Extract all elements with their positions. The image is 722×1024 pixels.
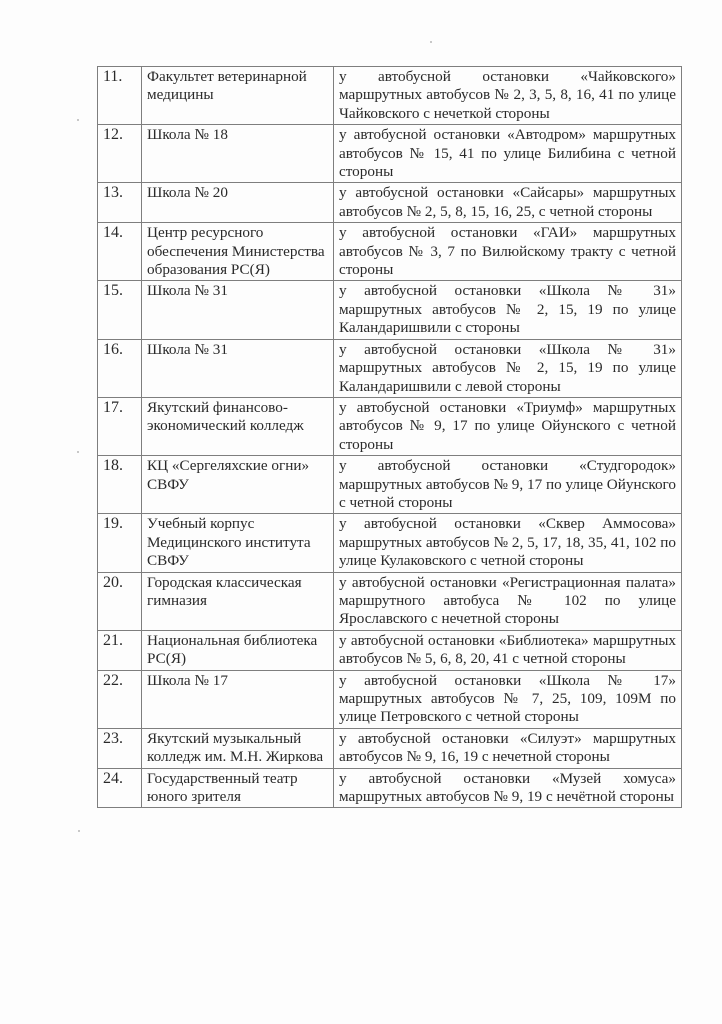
table-row [98,514,682,572]
table-body [98,67,682,808]
row-number: 22. [98,670,142,728]
scan-speck [77,451,79,453]
table-row [98,339,682,397]
table-row [98,768,682,808]
row-number: 15. [98,281,142,339]
row-number: 13. [98,183,142,223]
scan-speck [430,41,432,43]
institution-name: Якутский финансово-экономический колледж [142,397,334,455]
stop-location: у автобусной остановки «Библиотека» маршрутных автобусов № 5, 6, 8, 20, 41 с четной стороны [334,630,682,670]
row-number: 23. [98,728,142,768]
stop-location: у автобусной остановки «Школа № 17» маршрутных автобусов № 7, 25, 109, 109М по улице Петровского с четной стороны [334,670,682,728]
institution-name: Центр ресурсного обеспечения Министерства образования РС(Я) [142,223,334,281]
row-number: 12. [98,125,142,183]
row-number: 17. [98,397,142,455]
row-number: 16. [98,339,142,397]
bus-stops-table [97,66,682,808]
row-number: 20. [98,572,142,630]
table-row [98,630,682,670]
stop-location: у автобусной остановки «Регистрационная палата» маршрутного автобуса № 102 по улице Ярославского с нечетной стороны [334,572,682,630]
institution-name: Факультет ветеринарной медицины [142,67,334,125]
institution-name: КЦ «Сергеляхские огни» СВФУ [142,456,334,514]
scan-speck [77,119,79,121]
table-row [98,397,682,455]
row-number: 24. [98,768,142,808]
institution-name: Национальная библиотека РС(Я) [142,630,334,670]
row-number: 14. [98,223,142,281]
institution-name: Учебный корпус Медицинского института СВФУ [142,514,334,572]
row-number: 21. [98,630,142,670]
table-row [98,728,682,768]
table-row [98,223,682,281]
stop-location: у автобусной остановки «ГАИ» маршрутных автобусов № 3, 7 по Вилюйскому тракту с четной стороны [334,223,682,281]
table-row [98,183,682,223]
stop-location: у автобусной остановки «Силуэт» маршрутных автобусов № 9, 16, 19 с нечетной стороны [334,728,682,768]
row-number: 11. [98,67,142,125]
institution-name: Школа № 31 [142,339,334,397]
stop-location: у автобусной остановки «Музей хомуса» маршрутных автобусов № 9, 19 с нечётной стороны [334,768,682,808]
stop-location: у автобусной остановки «Студгородок» маршрутных автобусов № 9, 17 по улице Ойунского с четной стороны [334,456,682,514]
scan-speck [78,830,80,832]
table-row [98,572,682,630]
institution-name: Школа № 31 [142,281,334,339]
institution-name: Якутский музыкальный колледж им. М.Н. Жиркова [142,728,334,768]
institution-name: Городская классическая гимназия [142,572,334,630]
institution-name: Государственный театр юного зрителя [142,768,334,808]
stop-location: у автобусной остановки «Школа № 31» маршрутных автобусов № 2, 15, 19 по улице Каландаришвили с стороны [334,281,682,339]
institution-name: Школа № 17 [142,670,334,728]
row-number: 18. [98,456,142,514]
stop-location: у автобусной остановки «Сквер Аммосова» маршрутных автобусов № 2, 5, 17, 18, 35, 41, 102 по улице Кулаковского с четной стороны [334,514,682,572]
stop-location: у автобусной остановки «Триумф» маршрутных автобусов № 9, 17 по улице Ойунского с четной стороны [334,397,682,455]
institution-name: Школа № 18 [142,125,334,183]
stop-location: у автобусной остановки «Чайковского» маршрутных автобусов № 2, 3, 5, 8, 16, 41 по улице Чайковского с нечеткой стороны [334,67,682,125]
table-row [98,281,682,339]
table-row [98,125,682,183]
stop-location: у автобусной остановки «Школа № 31» маршрутных автобусов № 2, 15, 19 по улице Каландаришвили с левой стороны [334,339,682,397]
table-row [98,670,682,728]
row-number: 19. [98,514,142,572]
stop-location: у автобусной остановки «Автодром» маршрутных автобусов № 15, 41 по улице Билибина с четной стороны [334,125,682,183]
stop-location: у автобусной остановки «Сайсары» маршрутных автобусов № 2, 5, 8, 15, 16, 25, с четной стороны [334,183,682,223]
table-row [98,67,682,125]
institution-name: Школа № 20 [142,183,334,223]
table-row [98,456,682,514]
